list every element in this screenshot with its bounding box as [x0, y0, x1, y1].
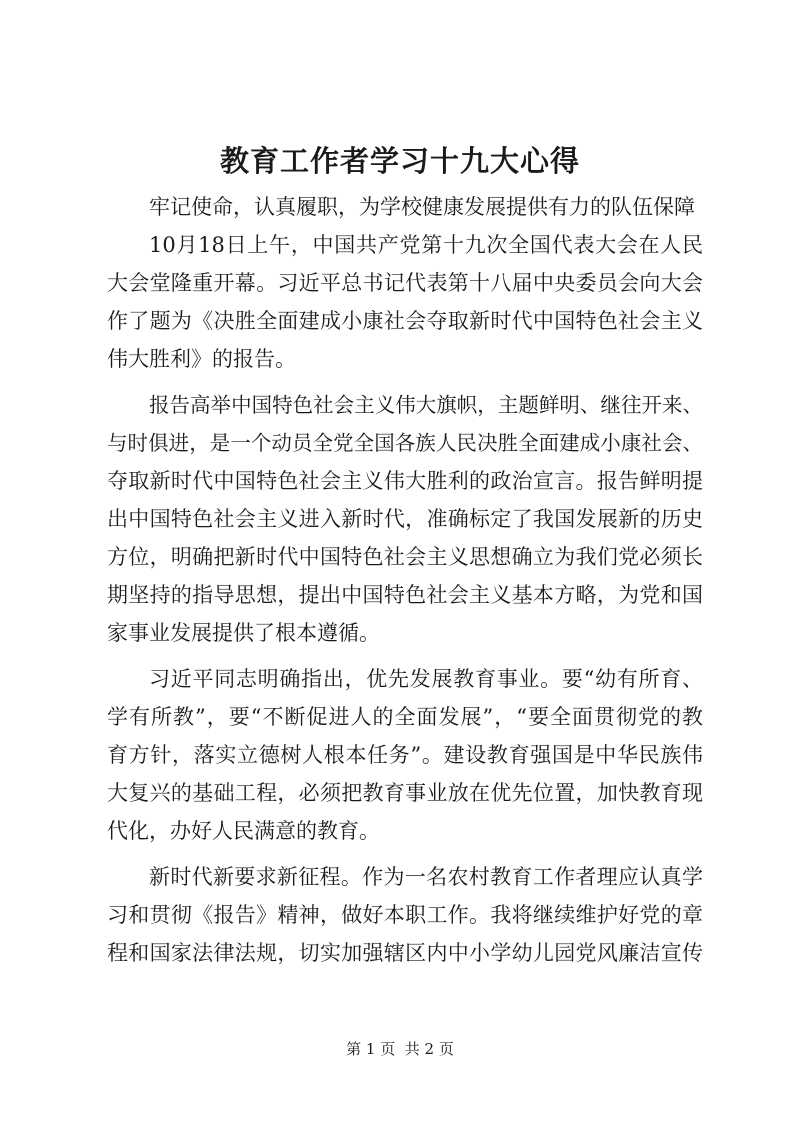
- text-line: 报告高举中国特色社会主义伟大旗帜，主题鲜明、继往开来、: [149, 393, 703, 417]
- text-line: 牢记使命，认真履职，为学校健康发展提供有力的队伍保障: [149, 195, 695, 219]
- document-body: [107, 188, 703, 972]
- text-line: 育方针，落实立德树人根本任务”。建设教育强国是中华民族伟: [107, 743, 703, 767]
- text-line: 家事业发展提供了根本遵循。: [107, 621, 380, 645]
- text-line: 大会堂隆重开幕。习近平总书记代表第十八届中央委员会向大会: [107, 271, 703, 295]
- text-line: 出中国特色社会主义进入新时代，准确标定了我国发展新的历史: [107, 507, 703, 531]
- text-line: 代化，办好人民满意的教育。: [107, 819, 380, 843]
- text-line: 方位，明确把新时代中国特色社会主义思想确立为我们党必须长: [107, 545, 703, 569]
- text-line: 期坚持的指导思想，提出中国特色社会主义基本方略，为党和国: [107, 583, 703, 607]
- text-line: 习近平同志明确指出，优先发展教育事业。要“幼有所育、: [149, 667, 703, 691]
- document-title: 教育工作者学习十九大心得: [219, 144, 580, 178]
- text-line: 大复兴的基础工程，必须把教育事业放在优先位置，加快教育现: [107, 781, 703, 805]
- text-line: 新时代新要求新征程。作为一名农村教育工作者理应认真学: [149, 865, 703, 889]
- text-line: 习和贯彻《报告》精神，做好本职工作。我将继续维护好党的章: [107, 903, 703, 927]
- text-line: 夺取新时代中国特色社会主义伟大胜利的政治宣言。报告鲜明提: [107, 469, 703, 493]
- text-line: 伟大胜利》的报告。: [107, 347, 296, 371]
- text-line: 程和国家法律法规，切实加强辖区内中小学幼儿园党风廉洁宣传: [107, 941, 703, 965]
- text-line: 作了题为《决胜全面建成小康社会夺取新时代中国特色社会主义: [107, 309, 703, 333]
- page-number: 第 1 页 共 2 页: [346, 1040, 454, 1058]
- text-line: 10月18日上午，中国共产党第十九次全国代表大会在人民: [149, 233, 703, 257]
- text-line: 与时俱进，是一个动员全党全国各族人民决胜全面建成小康社会、: [107, 431, 703, 455]
- page-footer: [0, 1038, 800, 1060]
- text-line: 学有所教”，要“不断促进人的全面发展”，“要全面贯彻党的教: [107, 705, 703, 729]
